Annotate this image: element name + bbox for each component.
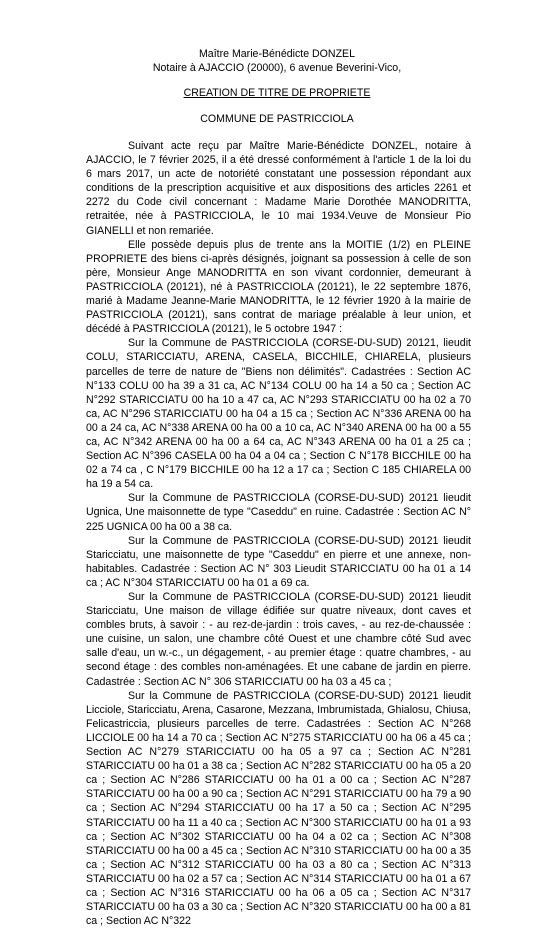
paragraph-possession: Elle possède depuis plus de trente ans la MOITIE (1/2) en PLEINE PROPRIETE des biens ci-après désignés, joignant sa possession à celle de son père, Monsieur Ange MANODRITTA en son vivant cordonnier, demeurant à PASTRICCIOLA (20121), né à PASTRICCIOLA (20121), le 22 septembre 1876, marié à Madame Jeanne-Marie MANODRITTA, le 12 février 1920 à la mairie de PASTRICCIOLA (20121), sans contrat de mariage préalable à leur union, et décédé à PASTRICCIOLA (20121), le 5 octobre 1947 :	[86, 238, 471, 336]
paragraph-staricciatu-caseddu: Sur la Commune de PASTRICCIOLA (CORSE-DU-SUD) 20121 lieudit Staricciatu, une maisonnette de type "Caseddu" en pierre et une annexe, non-habitables. Cadastrée : Section AC N° 303 Lieudit STARICCIATU 00 ha 01 a 14 ca ; AC N°304 STARICCIATU 00 ha 01 a 69 ca.	[86, 534, 471, 589]
document-title: CREATION DE TITRE DE PROPRIETE	[183, 87, 371, 99]
paragraph-acte: Suivant acte reçu par Maître Marie-Bénédicte DONZEL, notaire à AJACCIO, le 7 février 2025, il a été dressé conformément à l'article 1 de la loi du 6 mars 2017, un acte de notoriété constatant une possession répondant aux conditions de la prescription acquisitive et aux dispositions des articles 2261 et 2272 du Code civil concernant : Madame Marie Dorothée MANODRITTA, retraitée, née à PASTRICCIOLA, le 10 mai 1934.Veuve de Monsieur Pio GIANELLI et non remariée.	[86, 140, 471, 237]
commune-heading: COMMUNE DE PASTRICCIOLA	[200, 113, 354, 125]
paragraph-parcelles-1: Sur la Commune de PASTRICCIOLA (CORSE-DU-SUD) 20121, lieudit COLU, STARICCIATU, ARENA, CASELA, BICCHILE, CHIARELA, plusieurs parcelles de terre de nature de "Biens non délimités". Cadastrées : Section AC N°133 COLU 00 ha 39 a 31 ca, AC N°134 COLU 00 ha 14 a 50 ca ; Section AC N°292 STARICCIATU 00 ha 10 a 47 ca, AC N°293 STARICCIATU 00 ha 02 a 70 ca, AC N°296 STARICCIATU 00 ha 04 a 15 ca ; Section AC N°336 ARENA 00 ha 00 a 24 ca, AC N°338 ARENA 00 ha 00 a 10 ca, AC N°340 ARENA 00 ha 00 a 55 ca, AC N°342 ARENA 00 ha 00 a 64 ca, AC N°343 ARENA 00 ha 01 a 25 ca ; Section AC N°396 CASELA 00 ha 04 a 04 ca ; Section C N°178 BICCHILE 00 ha 02 a 74 ca , C N°179 BICCHILE 00 ha 12 a 17 ca ; Section C 185 CHIARELA 00 ha 19 a 54 ca.	[86, 337, 471, 491]
document-body	[86, 139, 471, 928]
paragraph-parcelles-2: Sur la Commune de PASTRICCIOLA (CORSE-DU-SUD) 20121 lieudit Licciole, Staricciatu, Arena, Casarone, Mezzana, Imbrumistada, Ghialosu, Chiusa, Felicastriccia, plusieurs parcelles de terre. Cadastrées : Section AC N°268 LICCIOLE 00 ha 14 a 70 ca ; Section AC N°275 STARICCIATU 00 ha 06 a 45 ca ; Section AC N°279 STARICCIATU 00 ha 05 a 97 ca ; Section AC N°281 STARICCIATU 00 ha 01 a 38 ca ; Section AC N°282 STARICCIATU 00 ha 05 a 20 ca ; Section AC N°286 STARICCIATU 00 ha 01 a 00 ca ; Section AC N°287 STARICCIATU 00 ha 00 a 90 ca ; Section AC N°291 STARICCIATU 00 ha 79 a 90 ca ; Section AC N°294 STARICCIATU 00 ha 17 a 50 ca ; Section AC N°295 STARICCIATU 00 ha 11 a 40 ca ; Section AC N°300 STARICCIATU 00 ha 01 a 93 ca ; Section AC N°302 STARICCIATU 00 ha 04 a 02 ca ; Section AC N°308 STARICCIATU 00 ha 00 a 45 ca ; Section AC N°310 STARICCIATU 00 ha 00 a 35 ca ; Section AC N°312 STARICCIATU 00 ha 03 a 80 ca ; Section AC N°313 STARICCIATU 00 ha 02 a 57 ca ; Section AC N°314 STARICCIATU 00 ha 01 a 67 ca ; Section AC N°316 STARICCIATU 00 ha 06 a 05 ca ; Section AC N°317 STARICCIATU 00 ha 03 a 30 ca ; Section AC N°320 STARICCIATU 00 ha 00 a 81 ca ; Section AC N°322	[86, 689, 471, 928]
paragraph-ugnica: Sur la Commune de PASTRICCIOLA (CORSE-DU-SUD) 20121 lieudit Ugnica, Une maisonnette de type "Caseddu" en ruine. Cadastrée : Section AC N° 225 UGNICA 00 ha 00 a 38 ca.	[86, 492, 471, 533]
notary-name: Maître Marie-Bénédicte DONZEL	[198, 48, 355, 60]
paragraph-maison-village: Sur la Commune de PASTRICCIOLA (CORSE-DU-SUD) 20121 lieudit Staricciatu, Une maison de village édifiée sur quatre niveaux, dont caves et combles bruts, à savoir : - au rez-de-jardin : trois caves, - au rez-de-chaussée : une cuisine, un salon, une chambre côté Ouest et une chambre côté Sud avec salle d'eau, un w.-c., un dégagement, - au premier étage : quatre chambres, - au second étage : des combles non-aménagées. Et une cabane de jardin en pierre. Cadastrée : Section AC N° 306 STARICCIATU 00 ha 03 a 45 ca ;	[86, 591, 471, 688]
notary-address: Notaire à AJACCIO (20000), 6 avenue Beverini-Vico,	[152, 62, 402, 74]
